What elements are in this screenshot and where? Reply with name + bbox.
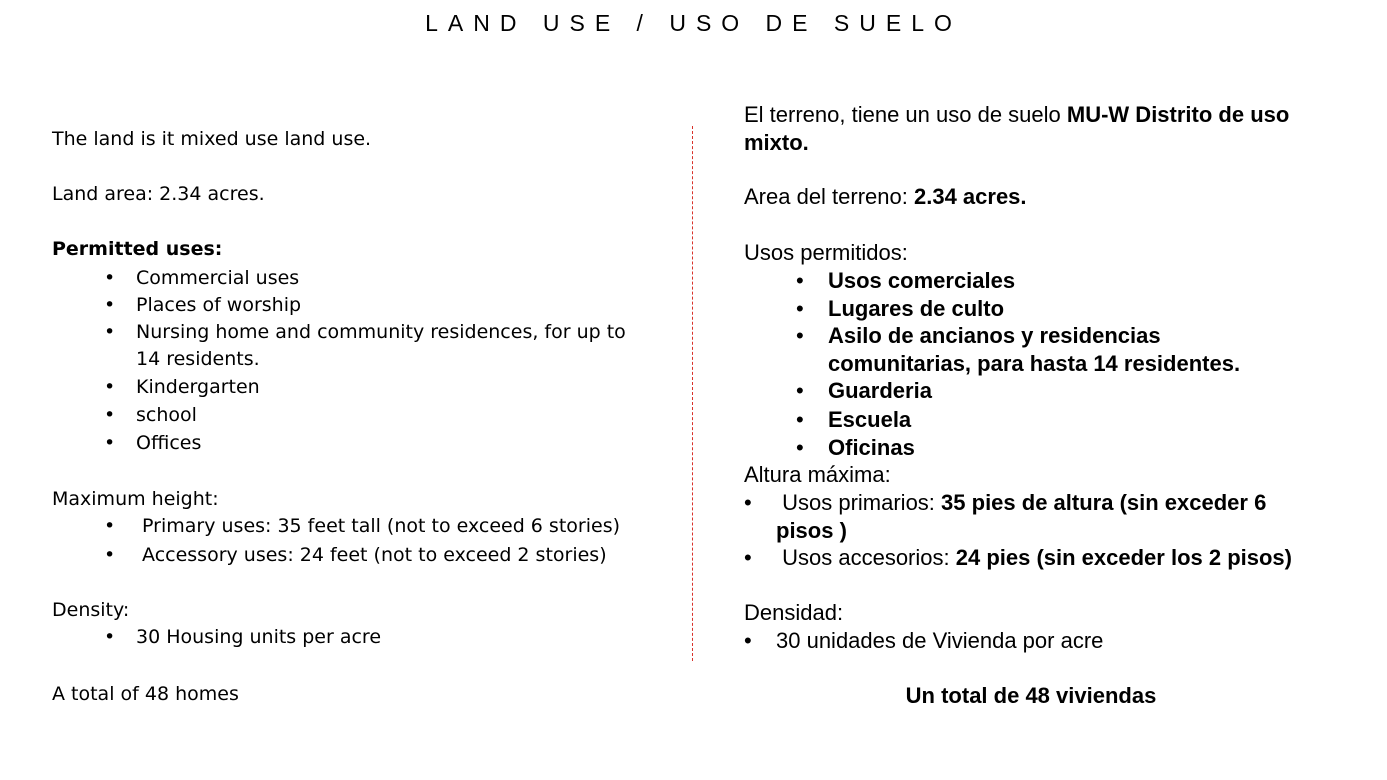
height-accessory-value: 24 pies (sin exceder los 2 pisos) (955, 545, 1292, 570)
area-value: 2.34 acres. (913, 184, 1027, 209)
total-homes: A total of 48 homes (52, 683, 239, 705)
list-item: • Commercial uses (52, 265, 652, 292)
list-item: • Accessory uses: 24 feet (not to exceed 2 stories) (52, 542, 662, 569)
list-item: • Usos comerciales (744, 267, 1274, 295)
intro-text: The land is it mixed use land use. (52, 128, 372, 150)
permitted-uses-heading-es: Usos permitidos: (744, 240, 908, 265)
list-item (744, 489, 1304, 544)
list-item: • Asilo de ancianos y residencias comunitarias, para hasta 14 residentes. (744, 322, 1274, 377)
height-primary-value: 35 pies de altura (sin exceder 6 pisos ) (776, 490, 1267, 543)
height-list-es (744, 489, 1304, 572)
list-item: • Guarderia (744, 377, 1274, 405)
height-accessory-label: Usos accesorios: (776, 545, 956, 570)
list-item: • Oficinas (744, 434, 1274, 462)
permitted-uses-list-es (744, 267, 1274, 462)
permitted-uses-heading: Permitted uses: (52, 238, 223, 260)
page-title: LAND USE / USO DE SUELO (425, 10, 962, 36)
list-item: • Primary uses: 35 feet tall (not to exceed 6 stories) (52, 513, 662, 540)
density-heading: Density: (52, 599, 130, 621)
list-item (744, 544, 1304, 572)
list-item: • 30 Housing units per acre (52, 624, 662, 651)
height-primary-label: Usos primarios: (776, 490, 942, 515)
density-list-es (744, 627, 1334, 655)
land-area: Land area: 2.34 acres. (52, 183, 265, 205)
max-height-heading: Maximum height: (52, 488, 219, 510)
list-item: • school (52, 402, 652, 429)
land-area-es (744, 183, 1334, 211)
list-item: • Nursing home and community residences, for up to 14 residents. (52, 319, 652, 373)
area-prefix: Area del terreno: (744, 184, 914, 209)
intro-prefix: El terreno, tiene un uso de suelo (744, 102, 1067, 127)
list-item: • Offices (52, 430, 652, 457)
list-item: • Places of worship (52, 292, 652, 319)
permitted-uses-list (52, 265, 652, 457)
max-height-heading-es: Altura máxima: (744, 462, 891, 487)
list-item: • Escuela (744, 406, 1274, 434)
intro-text-es (744, 101, 1334, 156)
list-item: • 30 unidades de Vivienda por acre (744, 627, 1334, 655)
list-item: • Lugares de culto (744, 295, 1274, 323)
density-list (52, 624, 662, 651)
total-homes-es: Un total de 48 viviendas (905, 683, 1157, 708)
list-item: • Kindergarten (52, 374, 652, 401)
column-divider (692, 126, 693, 661)
intro-zoning: MU-W Distrito de uso mixto. (744, 102, 1290, 155)
density-heading-es: Densidad: (744, 600, 844, 625)
height-list (52, 513, 662, 569)
